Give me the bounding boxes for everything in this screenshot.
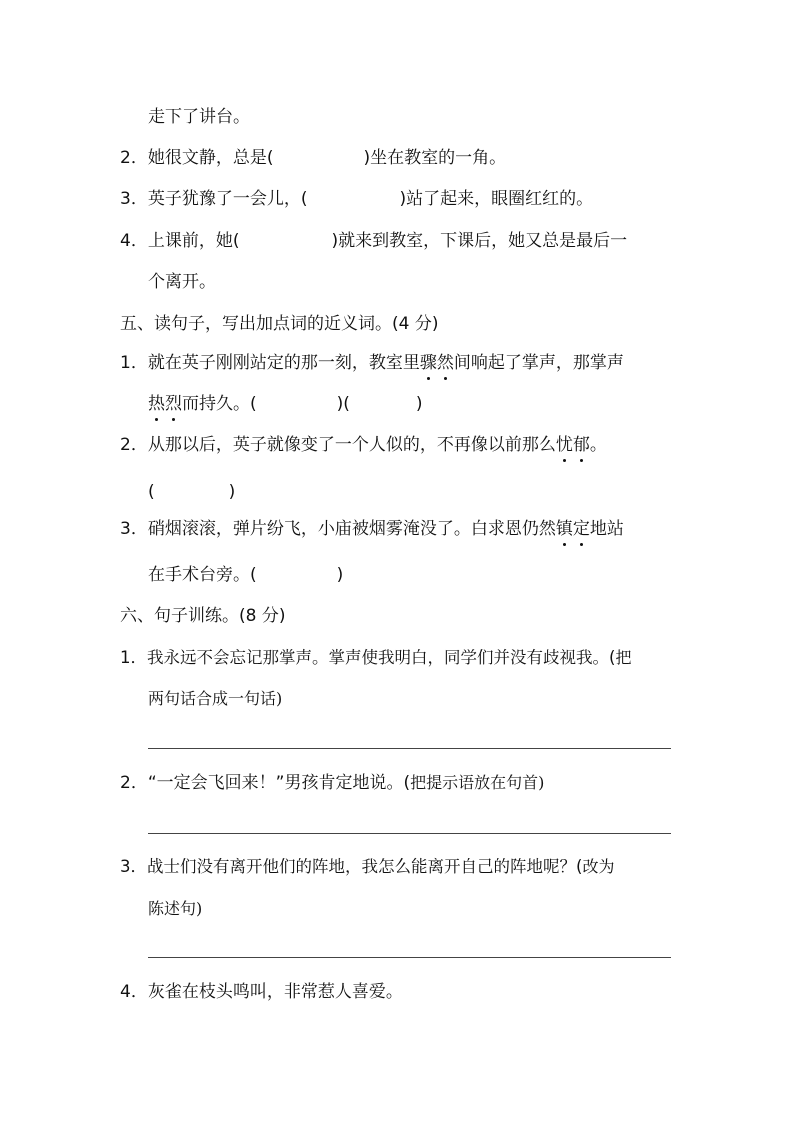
- s6-q4: [120, 980, 403, 1004]
- question-text: 上课前，她(: [147, 231, 240, 251]
- question-number: 3．: [120, 519, 148, 539]
- question-text: 就在英子刚刚站定的那一刻，教室里: [147, 353, 420, 373]
- question-text: 我永远不会忘记那掌声。掌声使我明白，同学们并没有歧视我。(: [147, 648, 616, 667]
- s5-q2-answer: [148, 480, 235, 504]
- answer-line[interactable]: [148, 957, 671, 958]
- question-number: 1．: [120, 353, 148, 373]
- s6-q2: [120, 771, 544, 795]
- question-text: 地站: [589, 519, 624, 539]
- s4-q1-cont-text: 走下了讲台。: [148, 107, 250, 127]
- question-text: 硝烟滚滚，弹片纷飞，小庙被烟雾淹没了。白求恩仍然: [147, 519, 556, 539]
- question-text: 她很文静，总是(: [147, 148, 274, 168]
- instruction-text: 把: [615, 648, 632, 667]
- question-text: 在手术台旁。(: [148, 565, 257, 585]
- question-number: 2．: [120, 435, 148, 455]
- question-text: 战士们没有离开他们的阵地，我怎么能离开自己的阵地呢？(: [147, 857, 583, 876]
- dotted-word-char: 烈: [165, 394, 182, 414]
- question-text: ): [228, 482, 236, 502]
- question-number: 3．: [120, 857, 147, 876]
- s6-q3: [120, 855, 614, 879]
- dotted-word-char: 然: [436, 353, 454, 373]
- question-number: 2．: [120, 148, 148, 168]
- question-text: 。: [589, 435, 607, 455]
- section-heading: 五、读句子，写出加点词的近义词。(4 分): [120, 314, 439, 334]
- instruction-text: 陈述句): [148, 899, 203, 918]
- question-text: )(: [336, 394, 350, 414]
- s6-q1-continuation: [148, 687, 282, 711]
- question-number: 2．: [120, 773, 148, 793]
- section-5-heading: [120, 312, 438, 336]
- dotted-word-char: 热: [148, 394, 165, 414]
- answer-line[interactable]: [148, 833, 671, 834]
- s5-q3-continuation: [148, 563, 343, 587]
- question-number: 1．: [120, 648, 147, 667]
- question-text: (: [148, 482, 155, 502]
- s6-q1: [120, 646, 631, 670]
- s4-q3: [120, 187, 593, 211]
- s5-q1-continuation: [148, 392, 423, 416]
- s5-q2: [120, 433, 607, 457]
- section-heading: 六、句子训练。(8 分): [120, 606, 286, 626]
- question-text: ): [336, 565, 344, 585]
- s5-q1: [120, 351, 624, 375]
- question-text: “一定会飞回来！”男孩肯定地说。(: [147, 773, 411, 793]
- dotted-word-char: 郁: [572, 435, 590, 455]
- question-text: )就来到教室，下课后，她又总是最后一: [331, 231, 628, 251]
- question-number: 3．: [120, 189, 148, 209]
- question-text: ): [415, 394, 423, 414]
- answer-line[interactable]: [148, 748, 671, 749]
- s4-q2: [120, 146, 506, 170]
- s4-q1-continuation: [148, 105, 250, 129]
- question-text: )站了起来，眼圈红红的。: [399, 189, 594, 209]
- question-text: 从那以后，英子就像变了一个人似的，不再像以前那么: [147, 435, 556, 455]
- s6-q3-continuation: [148, 897, 202, 921]
- instruction-text: 改为: [582, 857, 615, 876]
- question-number: 4．: [120, 231, 148, 251]
- question-text: )坐在教室的一角。: [363, 148, 507, 168]
- question-text: 英子犹豫了一会儿，(: [147, 189, 308, 209]
- s4-q4: [120, 229, 627, 253]
- question-text: 而持久。(: [182, 394, 257, 414]
- s5-q3: [120, 517, 624, 541]
- instruction-text: 两句话合成一句话): [148, 689, 283, 708]
- question-number: 4．: [120, 982, 148, 1002]
- question-text: 间响起了掌声，那掌声: [453, 353, 624, 373]
- question-text: 个离开。: [148, 272, 216, 292]
- question-text: 灰雀在枝头鸣叫，非常惹人喜爱。: [147, 982, 403, 1002]
- s4-q4-continuation: [148, 270, 216, 294]
- section-6-heading: [120, 604, 285, 628]
- dotted-word-char: 忧: [555, 435, 573, 455]
- instruction-text: 把提示语放在句首): [410, 773, 545, 792]
- dotted-word-char: 镇: [555, 519, 573, 539]
- dotted-word-char: 骤: [419, 353, 437, 373]
- dotted-word-char: 定: [572, 519, 590, 539]
